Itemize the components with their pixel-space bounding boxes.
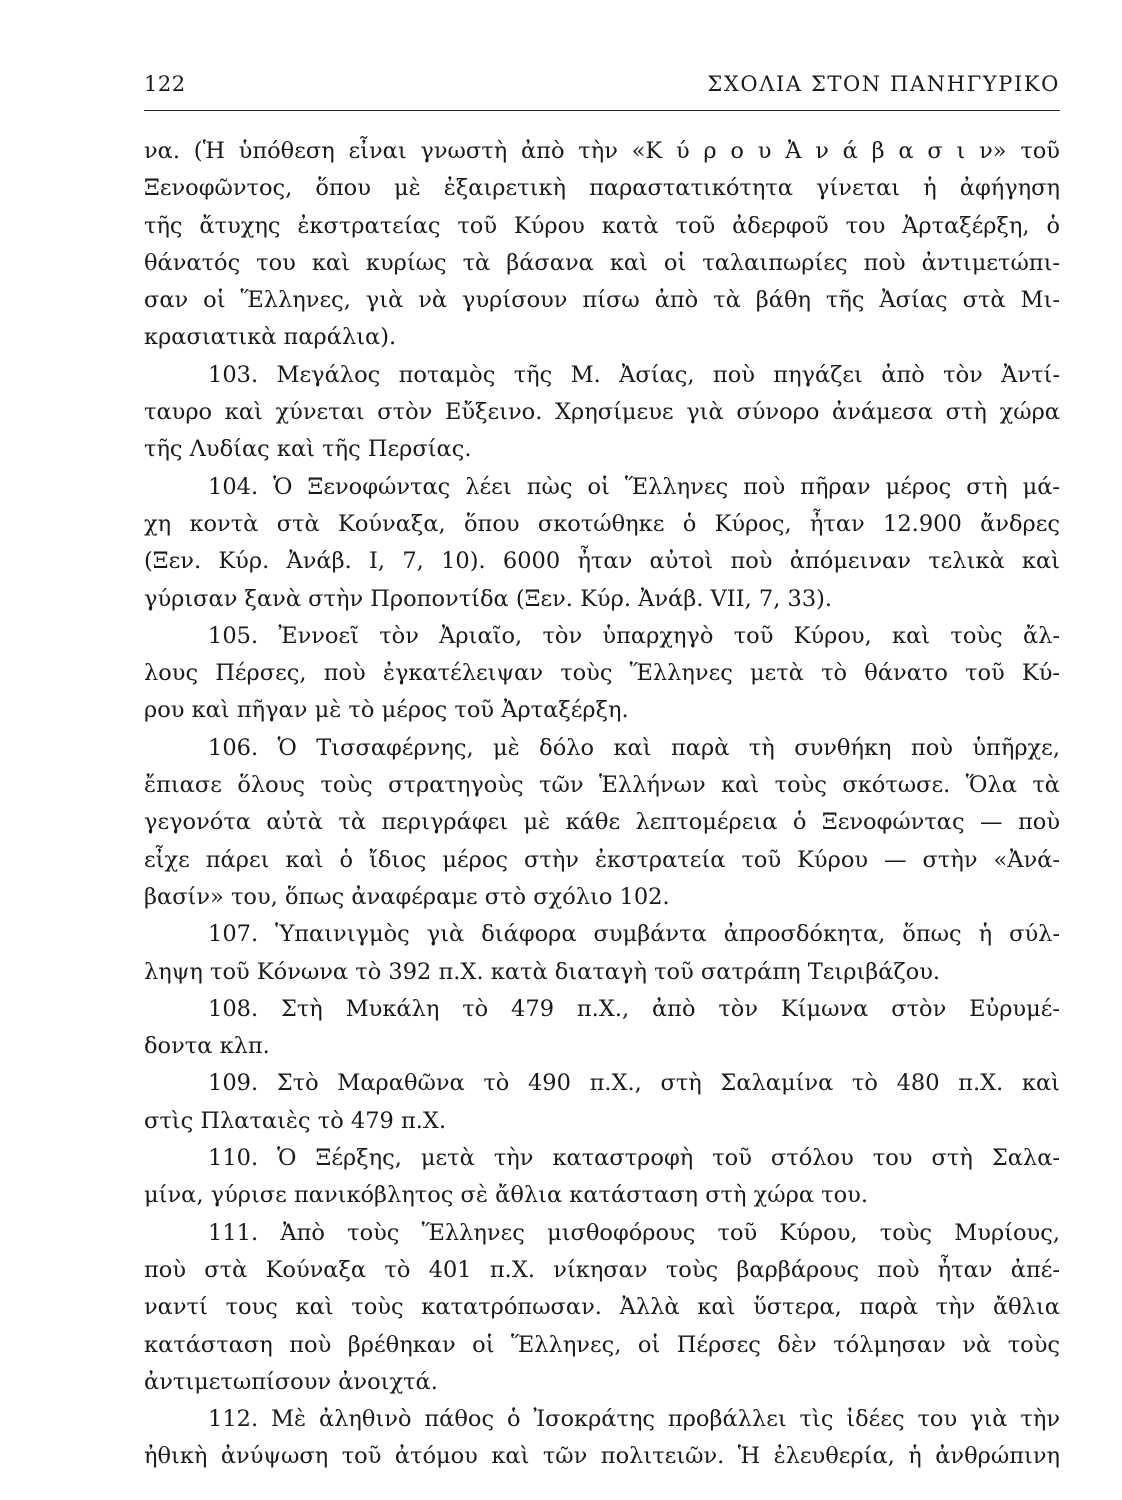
page-number: 122 <box>144 72 186 96</box>
text-line: να. (Ἡ ὑπόθεση εἶναι γνωστὴ ἀπὸ τὴν «Κ ύ ρ ο υ Ἀ ν ά β α σ ι ν» τοῦ <box>144 138 1060 164</box>
text-line: εἶχε πάρει καὶ ὁ ἴδιος μέρος στὴν ἐκστρατεία τοῦ Κύρου — στὴν «Ἀνά- <box>144 846 1060 873</box>
text-line: ποὺ στὰ Κούναξα τὸ 401 π.Χ. νίκησαν τοὺς βαρβάρους ποὺ ἦταν ἀπέ- <box>144 1256 1060 1283</box>
note-111-line: 111. Ἀπὸ τοὺς Ἕλληνες μισθοφόρους τοῦ Κύρου, τοὺς Μυρίους, <box>208 1219 1060 1246</box>
note-104-line: 104. Ὁ Ξενοφώντας λέει πὼς οἱ Ἕλληνες ποὺ πῆραν μέρος στὴ μά- <box>208 473 1060 500</box>
text-line: ναντί τους καὶ τοὺς κατατρόπωσαν. Ἀλλὰ καὶ ὕστερα, παρὰ τὴν ἄθλια <box>144 1294 1060 1321</box>
text-line: θάνατός του καὶ κυρίως τὰ βάσανα καὶ οἱ ταλαιπωρίες ποὺ ἀντιμετώπι- <box>144 249 1060 276</box>
note-108-line: 108. Στὴ Μυκάλη τὸ 479 π.Χ., ἀπὸ τὸν Κίμωνα στὸν Εὐρυμέ- <box>208 995 1060 1022</box>
running-title: ΣΧΟΛΙΑ ΣΤΟΝ ΠΑΝΗΓΥΡΙΚΟ <box>707 72 1060 96</box>
note-109-line: 109. Στὸ Μαραθῶνα τὸ 490 π.Χ., στὴ Σαλαμίνα τὸ 480 π.Χ. καὶ <box>208 1070 1060 1097</box>
text-line: τῆς Λυδίας καὶ τῆς Περσίας. <box>144 436 472 463</box>
header-rule <box>144 110 1060 111</box>
note-107-line: 107. Ὑπαινιγμὸς γιὰ διάφορα συμβάντα ἀπροσδόκητα, ὅπως ἡ σύλ- <box>208 921 1060 948</box>
text-line: δοντα κλπ. <box>144 1033 270 1060</box>
text-line: Ξενοφῶντος, ὅπου μὲ ἐξαιρετικὴ παραστατικότητα γίνεται ἡ ἀφήγηση <box>144 175 1060 202</box>
text-line: μίνα, γύρισε πανικόβλητος σὲ ἄθλια κατάσταση στὴ χώρα του. <box>144 1182 869 1209</box>
text-line: χη κοντὰ στὰ Κούναξα, ὅπου σκοτώθηκε ὁ Κύρος, ἦταν 12.900 ἄνδρες <box>144 510 1060 537</box>
text-line: λους Πέρσες, ποὺ ἐγκατέλειψαν τοὺς Ἕλληνες μετὰ τὸ θάνατο τοῦ Κύ- <box>144 660 1060 687</box>
text-line: ἠθικὴ ἀνύψωση τοῦ ἀτόμου καὶ τῶν πολιτειῶν. Ἡ ἐλευθερία, ἡ ἀνθρώπινη <box>144 1443 1060 1470</box>
text-line: γύρισαν ξανὰ στὴν Προποντίδα (Ξεν. Κύρ. Ἀνάβ. VII, 7, 33). <box>144 585 833 612</box>
note-106-line: 106. Ὁ Τισσαφέρνης, μὲ δόλο καὶ παρὰ τὴ συνθήκη ποὺ ὑπῆρχε, <box>208 734 1060 761</box>
text-line: βασίν» του, ὅπως ἀναφέραμε στὸ σχόλιο 102. <box>144 883 670 910</box>
text-line: ληψη τοῦ Κόνωνα τὸ 392 π.Χ. κατὰ διαταγὴ τοῦ σατράπη Τειριβάζου. <box>144 958 941 985</box>
page-header <box>144 70 1060 106</box>
text-line: ρου καὶ πῆγαν μὲ τὸ μέρος τοῦ Ἀρταξέρξη. <box>144 697 629 724</box>
text-line: σαν οἱ Ἕλληνες, γιὰ νὰ γυρίσουν πίσω ἀπὸ τὰ βάθη τῆς Ἀσίας στὰ Μι- <box>144 287 1060 314</box>
body-text <box>144 133 1060 1476</box>
note-103-line: 103. Μεγάλος ποταμὸς τῆς Μ. Ἀσίας, ποὺ πηγάζει ἀπὸ τὸν Ἀντί- <box>208 361 1060 388</box>
text-line: (Ξεν. Κύρ. Ἀνάβ. I, 7, 10). 6000 ἦταν αὐτοὶ ποὺ ἀπόμειναν τελικὰ καὶ <box>144 548 1060 575</box>
text-line: κρασιατικὰ παράλια). <box>144 324 397 351</box>
text-line: στὶς Πλαταιὲς τὸ 479 π.Χ. <box>144 1107 447 1134</box>
text-line: ἀντιμετωπίσουν ἀνοιχτά. <box>144 1368 438 1395</box>
text-line: τῆς ἄτυχης ἐκστρατείας τοῦ Κύρου κατὰ τοῦ ἀδερφοῦ του Ἀρταξέρξη, ὁ <box>144 212 1060 239</box>
note-110-line: 110. Ὁ Ξέρξης, μετὰ τὴν καταστροφὴ τοῦ στόλου του στὴ Σαλα- <box>208 1145 1060 1172</box>
text-line: κατάσταση ποὺ βρέθηκαν οἱ Ἕλληνες, οἱ Πέρσες δὲν τόλμησαν νὰ τοὺς <box>144 1331 1060 1358</box>
text-line: γεγονότα αὐτὰ τὰ περιγράφει μὲ κάθε λεπτομέρεια ὁ Ξενοφώντας — ποὺ <box>144 809 1060 836</box>
text-line: ἔπιασε ὅλους τοὺς στρατηγοὺς τῶν Ἑλλήνων καὶ τοὺς σκότωσε. Ὅλα τὰ <box>144 772 1060 799</box>
note-105-line: 105. Ἐννοεῖ τὸν Ἀριαῖο, τὸν ὑπαρχηγὸ τοῦ Κύρου, καὶ τοὺς ἄλ- <box>208 622 1060 649</box>
note-112-line: 112. Μὲ ἀληθινὸ πάθος ὁ Ἰσοκράτης προβάλλει τὶς ἰδέες του γιὰ τὴν <box>208 1406 1060 1433</box>
text-line: ταυρο καὶ χύνεται στὸν Εὔξεινο. Χρησίμευε γιὰ σύνορο ἀνάμεσα στὴ χώρα <box>144 399 1060 426</box>
